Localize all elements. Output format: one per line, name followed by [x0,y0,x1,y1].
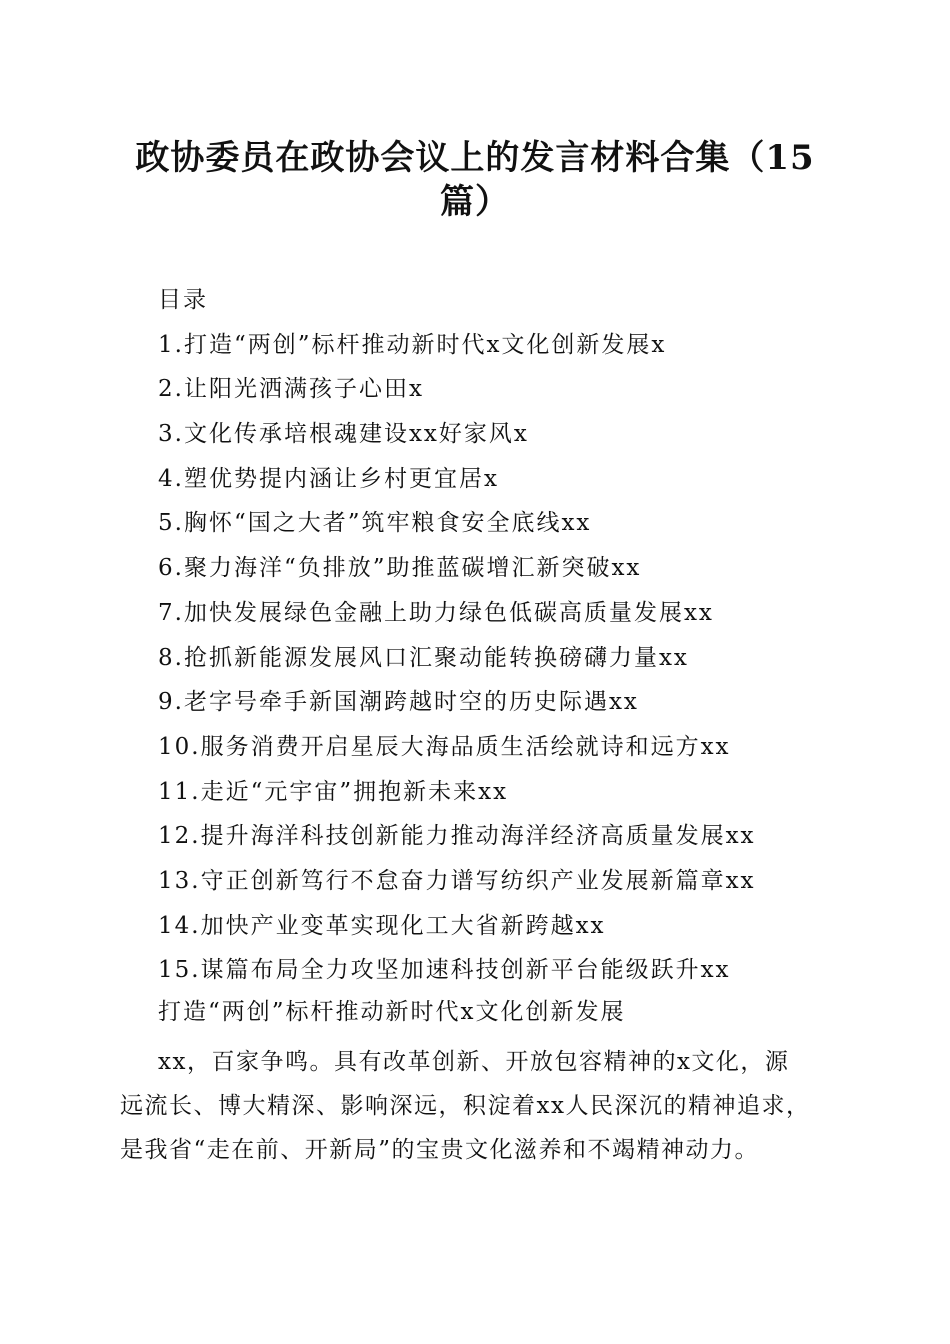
toc-item: 4.塑优势提内涵让乡村更宜居x [158,465,499,492]
title-line-1: 政协委员在政协会议上的发言材料合集（15 [135,138,815,178]
toc-item: 3.文化传承培根魂建设xx好家风x [158,421,529,448]
toc-item: 12.提升海洋科技创新能力推动海洋经济高质量发展xx [158,823,756,850]
toc-item: 14.加快产业变革实现化工大省新跨越xx [158,912,606,939]
body-line: 远流长、博大精深、影响深远，积淀着xx人民深沉的精神追求， [120,1093,811,1119]
document-title [110,136,840,224]
toc-item: 2.让阳光洒满孩子心田x [158,376,424,403]
body-line: xx，百家争鸣。具有改革创新、开放包容精神的x文化，源 [158,1049,790,1075]
toc-list [158,323,858,993]
toc-item: 5.胸怀“国之大者”筑牢粮食安全底线xx [158,510,592,537]
section-title: 打造“两创”标杆推动新时代x文化创新发展 [158,999,626,1025]
toc-item: 7.加快发展绿色金融上助力绿色低碳高质量发展xx [158,599,714,626]
toc-item: 8.抢抓新能源发展风口汇聚动能转换磅礴力量xx [158,644,689,671]
toc-item: 6.聚力海洋“负排放”助推蓝碳增汇新突破xx [158,555,642,582]
toc-item: 11.走近“元宇宙”拥抱新未来xx [158,778,509,805]
body-line: 是我省“走在前、开新局”的宝贵文化滋养和不竭精神动力。 [120,1137,760,1163]
toc-item: 9.老字号牵手新国潮跨越时空的历史际遇xx [158,689,639,716]
table-of-contents [158,278,858,993]
title-line-2: 篇） [440,182,510,222]
toc-item: 10.服务消费开启星辰大海品质生活绘就诗和远方xx [158,733,731,760]
toc-item: 13.守正创新笃行不怠奋力谱写纺织产业发展新篇章xx [158,867,756,894]
body-paragraph [120,1040,832,1172]
toc-heading: 目录 [158,287,208,313]
toc-item: 15.谋篇布局全力攻坚加速科技创新平台能级跃升xx [158,957,731,984]
toc-item: 1.打造“两创”标杆推动新时代x文化创新发展x [158,331,667,358]
